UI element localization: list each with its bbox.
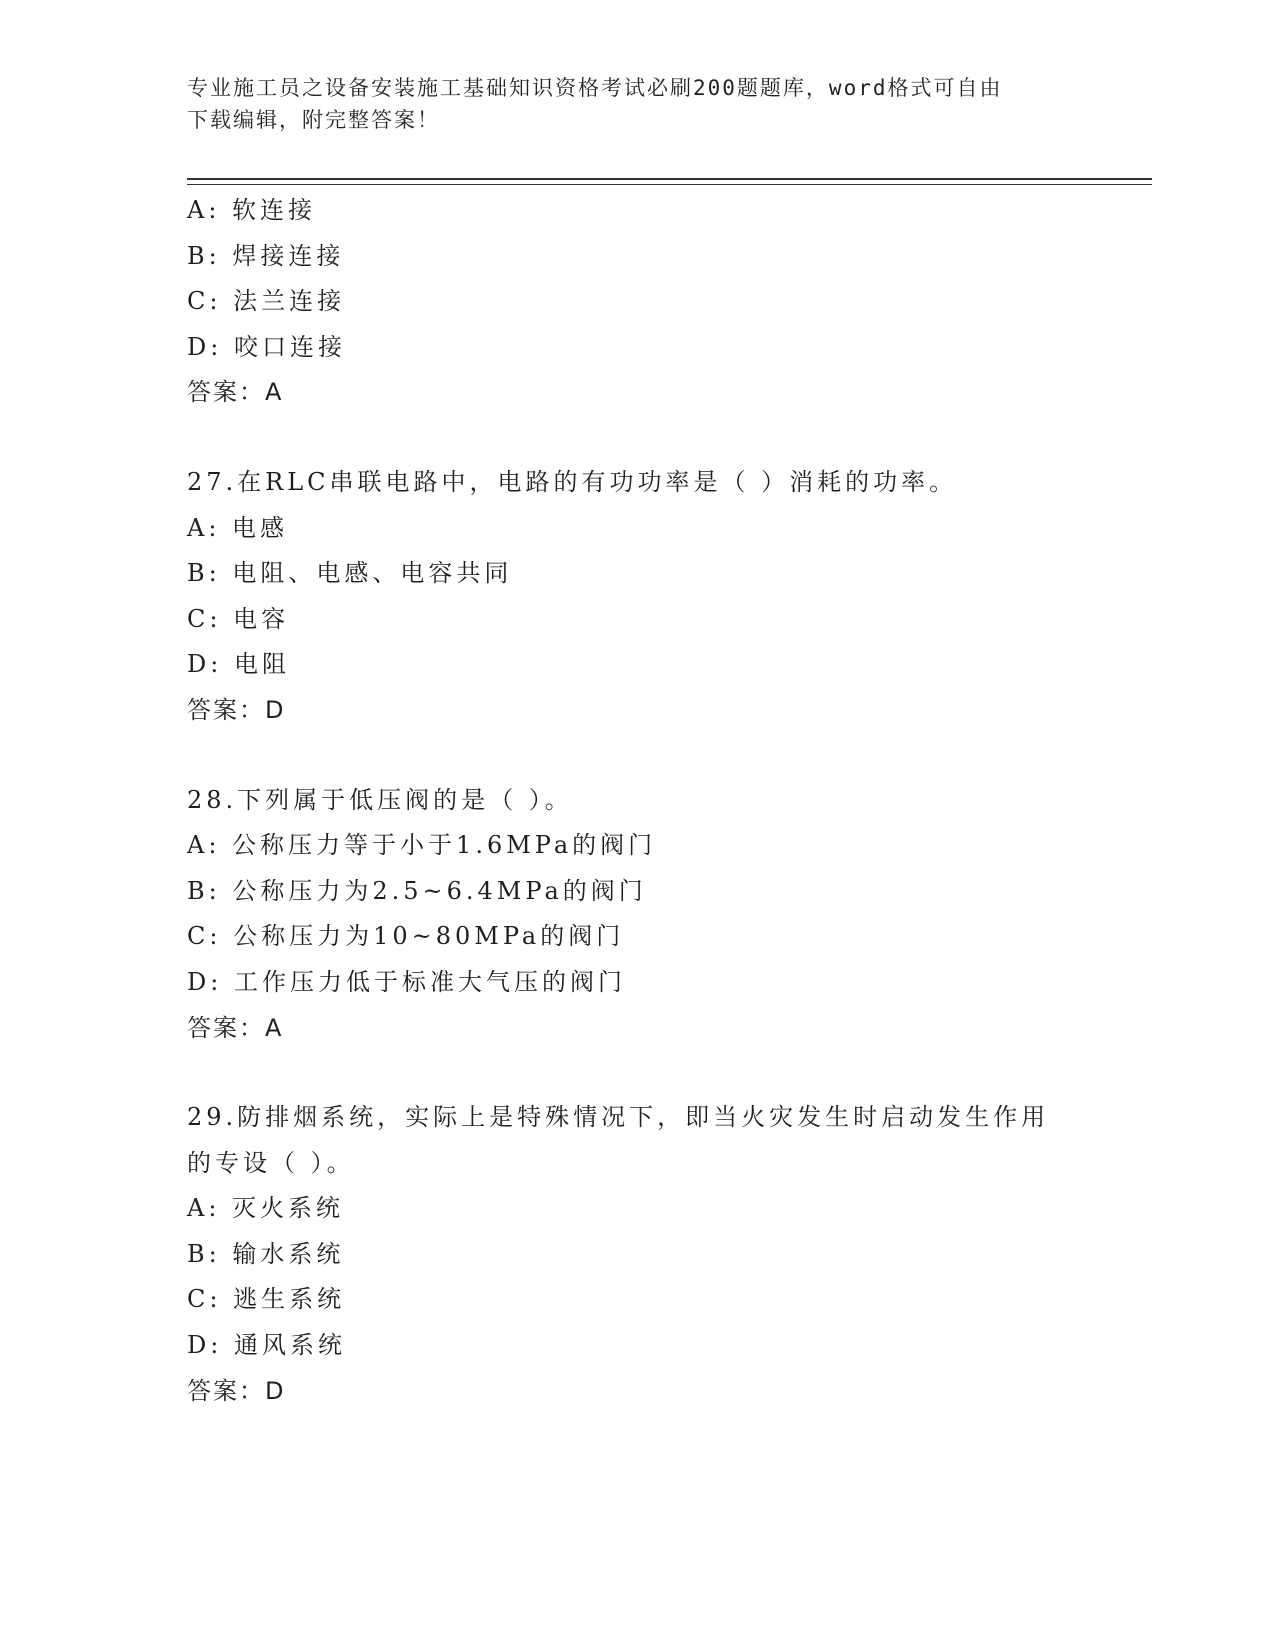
answer-line: 答案：A — [187, 378, 284, 407]
option-c: C: 公称压力为10~80MPa的阀门 — [187, 922, 625, 951]
option-a: A: 电感 — [187, 513, 289, 542]
option-d: D: 通风系统 — [187, 1331, 346, 1360]
answer-line: 答案：D — [187, 1376, 286, 1405]
option-a: A: 灭火系统 — [187, 1194, 345, 1223]
header-title-line-1: 专业施工员之设备安装施工基础知识资格考试必刷200题题库，word格式可自由 — [187, 76, 1003, 100]
option-b: B: 输水系统 — [187, 1239, 345, 1268]
question-text-line-1: 29.防排烟系统，实际上是特殊情况下，即当火灾发生时启动发生作用 — [187, 1103, 1050, 1132]
option-a: A: 软连接 — [187, 196, 317, 224]
option-c: C: 逃生系统 — [187, 1285, 346, 1314]
question-block-27 — [187, 460, 1152, 734]
option-d: D: 电阻 — [187, 650, 290, 679]
question-list — [187, 188, 1152, 1414]
spacer — [187, 416, 1152, 460]
spacer — [187, 1051, 1152, 1095]
question-block-28 — [187, 778, 1152, 1052]
question-text: 27.在RLC串联电路中，电路的有功功率是（ ）消耗的功率。 — [187, 467, 958, 496]
question-text: 28.下列属于低压阀的是（ ）。 — [187, 785, 573, 814]
answer-line: 答案：D — [187, 695, 286, 724]
question-block-29 — [187, 1095, 1152, 1414]
spacer — [187, 734, 1152, 778]
header-divider — [187, 178, 1152, 185]
option-c: C: 法兰连接 — [187, 287, 346, 316]
option-c: C: 电容 — [187, 604, 290, 633]
option-b: B: 公称压力为2.5~6.4MPa的阀门 — [187, 876, 647, 905]
option-a: A: 公称压力等于小于1.6MPa的阀门 — [187, 831, 657, 860]
document-header — [187, 72, 1087, 136]
header-title-line-2: 下载编辑，附完整答案！ — [187, 108, 440, 132]
option-d: D: 咬口连接 — [187, 332, 346, 361]
answer-line: 答案：A — [187, 1013, 284, 1042]
option-b: B: 焊接连接 — [187, 241, 345, 270]
option-d: D: 工作压力低于标准大气压的阀门 — [187, 967, 626, 996]
option-b: B: 电阻、电感、电容共同 — [187, 559, 513, 588]
question-text-line-2: 的专设（ ）。 — [187, 1148, 355, 1177]
question-block-26 — [187, 188, 1152, 416]
